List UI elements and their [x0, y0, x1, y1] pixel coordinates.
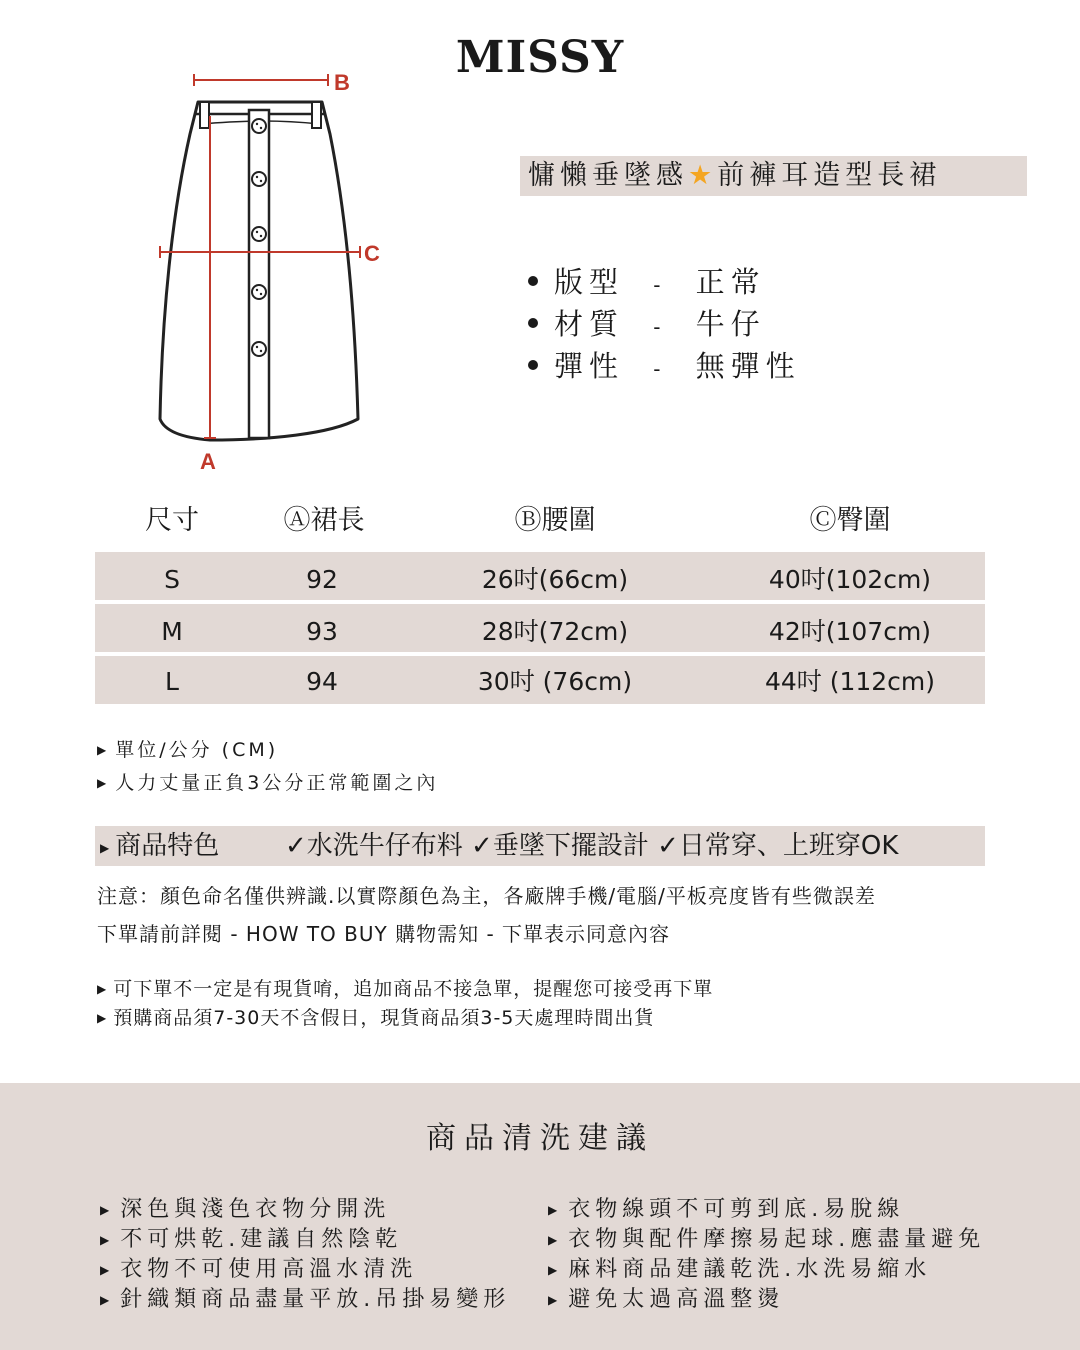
header-waist: Ⓑ腰圍	[514, 505, 596, 536]
washing-tip: ▶ 衣物線頭不可剪到底.易脫線	[548, 1197, 905, 1222]
color-notice: 注意：顏色命名僅供辨識.以實際顏色為主，各廠牌手機/電腦/平板亮度皆有些微誤差	[97, 884, 876, 908]
cell-size: S	[164, 565, 180, 594]
cell-length: 92	[306, 565, 338, 594]
label-b: B	[334, 70, 350, 95]
button-placket	[249, 110, 269, 438]
product-title	[528, 156, 941, 196]
spec-item: 彈性 - 無彈性	[528, 344, 801, 385]
header-length: Ⓐ裙長	[283, 505, 365, 536]
cell-length: 93	[306, 617, 338, 646]
washing-tip: ▶ 針織類商品盡量平放.吊掛易變形	[100, 1287, 511, 1312]
waist-measure-line	[194, 74, 328, 86]
washing-tip: ▶ 衣物與配件摩擦易起球.應盡量避免	[548, 1227, 986, 1252]
title-part2: 前褲耳造型長裙	[717, 160, 942, 191]
triangle-bullet-icon: ▶	[548, 1203, 563, 1217]
washing-tip: ▶ 不可烘乾.建議自然陰乾	[100, 1227, 403, 1252]
preorder-note: ▶ 預購商品須7-30天不含假日，現貨商品須3-5天處理時間出貨	[97, 1007, 655, 1029]
washing-tip: ▶ 麻料商品建議乾洗.水洗易縮水	[548, 1257, 932, 1282]
cell-waist: 30吋 (76cm)	[477, 667, 633, 696]
header-hip: Ⓒ臀圍	[809, 505, 891, 536]
cell-size: L	[165, 667, 179, 696]
triangle-bullet-icon: ▶	[97, 743, 110, 757]
spec-item: 材質 - 牛仔	[528, 302, 766, 343]
skirt-measurement-diagram	[150, 64, 390, 484]
bullet-icon	[528, 276, 538, 286]
washing-tip: ▶ 避免太過高溫整燙	[548, 1287, 785, 1312]
belt-loop	[200, 102, 209, 128]
header-size: 尺寸	[145, 505, 199, 536]
measure-note: ▶ 人力丈量正負3公分正常範圍之內	[97, 772, 439, 794]
bullet-icon	[528, 360, 538, 370]
cell-length: 94	[306, 667, 338, 696]
cell-hip: 44吋 (112cm)	[764, 667, 936, 696]
cell-waist: 28吋(72cm)	[481, 617, 629, 646]
triangle-bullet-icon: ▶	[100, 1203, 115, 1217]
stock-note: ▶ 可下單不一定是有現貨唷，追加商品不接急單，提醒您可接受再下單	[97, 978, 714, 1000]
cell-waist: 26吋(66cm)	[481, 565, 629, 594]
triangle-bullet-icon: ▶	[100, 1233, 115, 1247]
spec-item: 版型 - 正常	[528, 260, 766, 301]
washing-tip: ▶ 深色與淺色衣物分開洗	[100, 1197, 391, 1222]
cell-hip: 42吋(107cm)	[768, 617, 932, 646]
triangle-bullet-icon: ▶	[97, 1011, 108, 1025]
triangle-bullet-icon: ▶	[97, 982, 108, 996]
features-items: ✓水洗牛仔布料 ✓垂墜下擺設計 ✓日常穿、上班穿OK	[285, 831, 899, 861]
unit-note: ▶ 單位/公分 (CM)	[97, 739, 279, 761]
triangle-bullet-icon: ▶	[548, 1263, 563, 1277]
title-part1: 慵懶垂墜感	[528, 160, 688, 191]
triangle-bullet-icon: ▶	[548, 1233, 563, 1247]
features-label: ▶ 商品特色	[100, 831, 220, 861]
washing-tip: ▶ 衣物不可使用高溫水清洗	[100, 1257, 418, 1282]
washing-title: 商品清洗建議	[426, 1121, 654, 1156]
label-c: C	[364, 241, 380, 266]
brand-logo: MISSY	[455, 32, 625, 83]
star-icon: ★	[688, 160, 718, 191]
triangle-bullet-icon: ▶	[100, 1293, 115, 1307]
triangle-bullet-icon: ▶	[97, 776, 110, 790]
label-a: A	[200, 449, 216, 474]
bullet-icon	[528, 318, 538, 328]
triangle-bullet-icon: ▶	[548, 1293, 563, 1307]
triangle-bullet-icon: ▶	[100, 1263, 115, 1277]
order-notice: 下單請前詳閱 - HOW TO BUY 購物需知 - 下單表示同意內容	[97, 922, 671, 946]
cell-size: M	[161, 617, 183, 646]
cell-hip: 40吋(102cm)	[768, 565, 932, 594]
triangle-bullet-icon: ▶	[100, 841, 110, 855]
belt-loop	[312, 102, 321, 128]
